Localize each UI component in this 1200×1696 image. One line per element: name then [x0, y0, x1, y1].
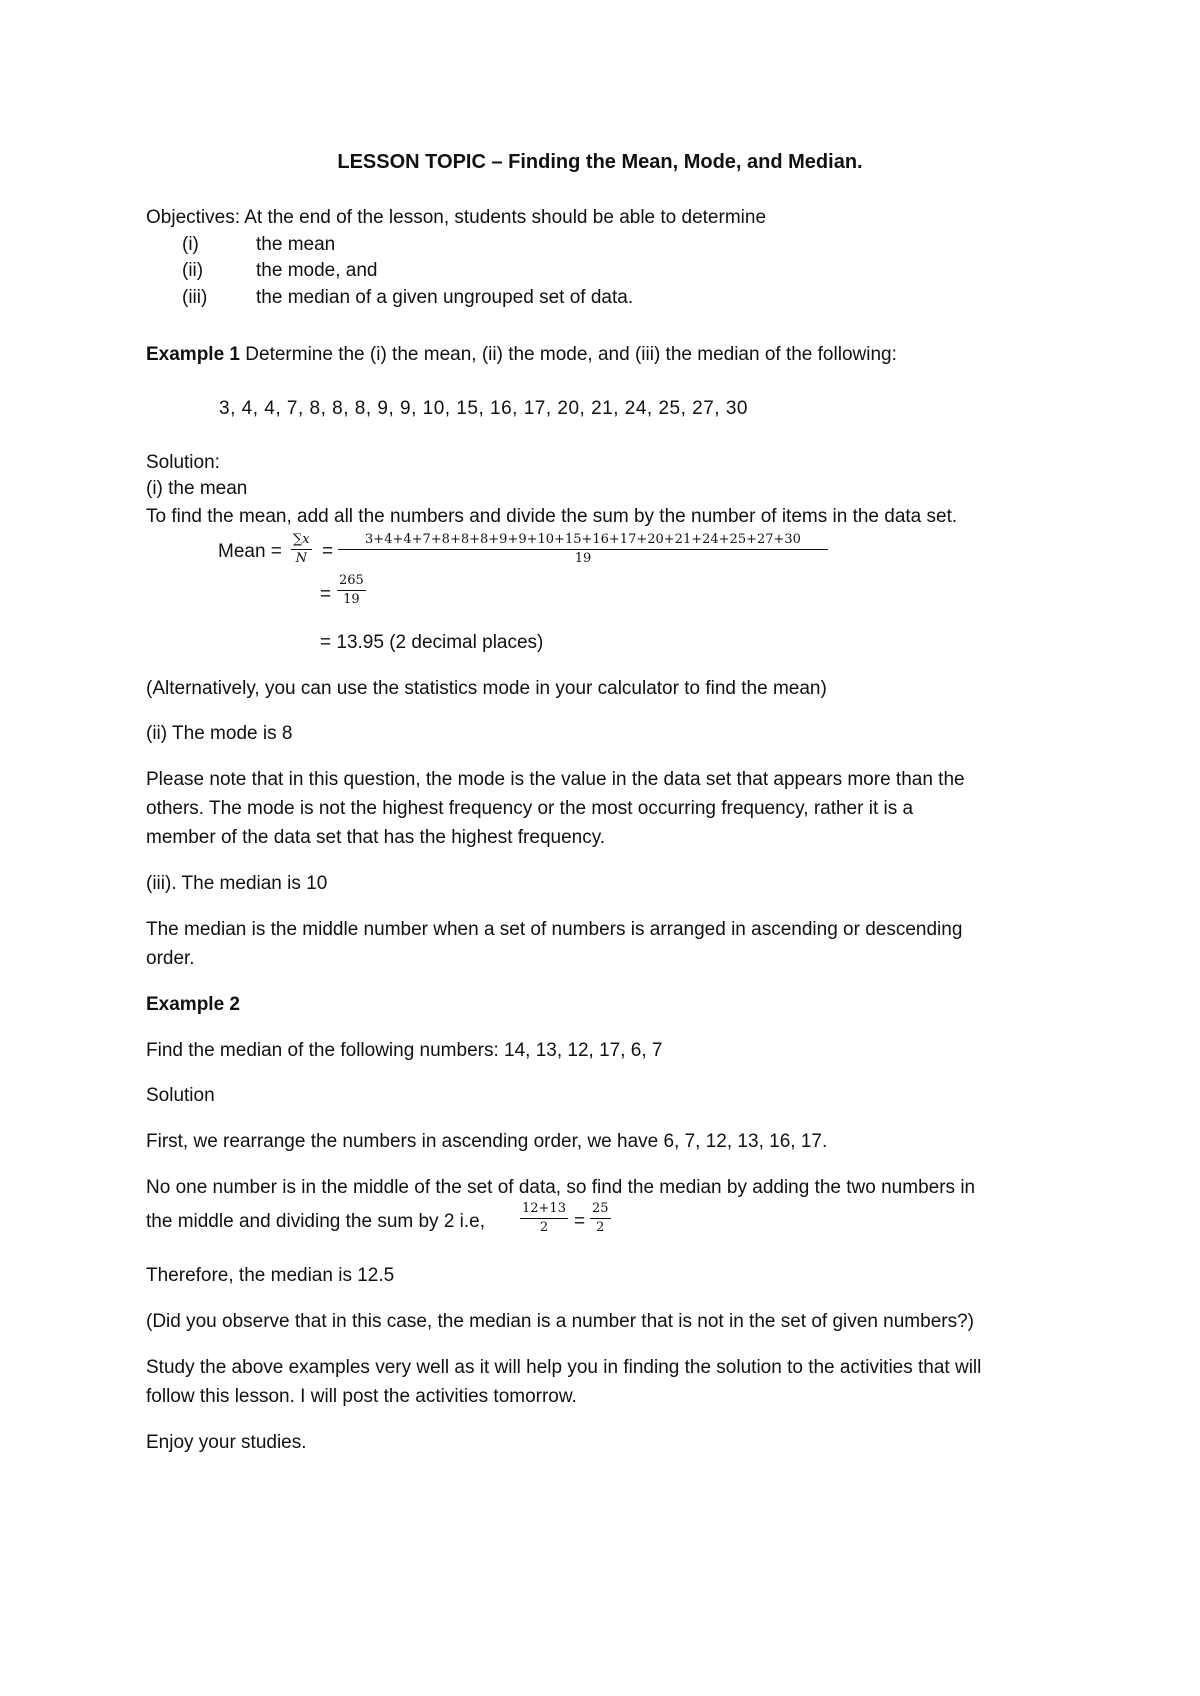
equals-sign: = — [320, 584, 332, 605]
median-note-line: order. — [146, 948, 195, 969]
closing-line: Enjoy your studies. — [146, 1432, 307, 1453]
solution-label: Solution: — [146, 452, 220, 473]
observation-note: (Did you observe that in this case, the median is a number that is not in the set of given numbers?) — [146, 1311, 974, 1332]
mean-explanation: To find the mean, add all the numbers and divide the sum by the number of items in the data set. — [146, 506, 958, 527]
mode-result: (ii) The mode is 8 — [146, 723, 293, 744]
fraction-numerator: 25 — [590, 1201, 611, 1219]
median-explanation-line: the middle and dividing the sum by 2 i.e, — [146, 1211, 486, 1232]
study-note-line: follow this lesson. I will post the activities tomorrow. — [146, 1386, 577, 1407]
sum-x-symbol: ∑𝑥 — [291, 532, 312, 550]
sum-over-two-fraction — [520, 1201, 568, 1236]
sum-expression: 3+4+4+7+8+8+8+9+9+10+15+16+17+20+21+24+25+27+30 — [338, 532, 828, 550]
sum-value-fraction — [337, 573, 366, 608]
count-denominator: 19 — [574, 551, 592, 566]
mode-note-line: Please note that in this question, the mode is the value in the data set that appears more than the — [146, 769, 965, 790]
result-fraction — [590, 1201, 611, 1236]
example1-data-set: 3, 4, 4, 7, 8, 8, 8, 9, 9, 10, 15, 16, 17, 20, 21, 24, 25, 27, 30 — [219, 398, 748, 419]
count-denominator: 19 — [343, 592, 360, 607]
example1-prompt-text: Determine the (i) the mean, (ii) the mode, and (iii) the median of the following: — [240, 344, 897, 365]
calculator-note: (Alternatively, you can use the statistics mode in your calculator to find the mean) — [146, 678, 827, 699]
objective-text: the mode, and — [256, 260, 378, 281]
example1-prompt — [146, 343, 897, 367]
n-symbol: 𝑁 — [295, 551, 307, 566]
study-note-line: Study the above examples very well as it will help you in finding the solution to the activities that will — [146, 1357, 982, 1378]
objectives-intro: Objectives: At the end of the lesson, students should be able to determine — [146, 207, 767, 228]
median-conclusion: Therefore, the median is 12.5 — [146, 1265, 395, 1286]
median-result: (iii). The median is 10 — [146, 873, 328, 894]
rearrange-step: First, we rearrange the numbers in ascending order, we have 6, 7, 12, 13, 16, 17. — [146, 1131, 828, 1152]
objective-number: (ii) — [182, 260, 204, 281]
equals-sign: = — [322, 541, 334, 562]
sum-value: 265 — [337, 573, 366, 591]
example2-solution-label: Solution — [146, 1085, 215, 1106]
mode-note-line: others. The mode is not the highest frequency or the most occurring frequency, rather it is a — [146, 798, 914, 819]
mean-heading: (i) the mean — [146, 478, 248, 499]
sum-expression-fraction — [338, 532, 828, 567]
lesson-title: LESSON TOPIC – Finding the Mean, Mode, and Median. — [337, 151, 863, 173]
median-note-line: The median is the middle number when a set of numbers is arranged in ascending or descending — [146, 919, 963, 940]
objective-text: the mean — [256, 234, 336, 255]
example1-label: Example 1 — [146, 344, 240, 365]
equals-sign: = — [574, 1211, 586, 1232]
mean-result: = 13.95 (2 decimal places) — [320, 632, 544, 653]
sum-over-n-fraction — [291, 532, 312, 567]
median-explanation-line: No one number is in the middle of the set of data, so find the median by adding the two numbers in — [146, 1177, 976, 1198]
objective-number: (i) — [182, 234, 199, 255]
example2-prompt: Find the median of the following numbers: 14, 13, 12, 17, 6, 7 — [146, 1040, 663, 1061]
objective-number: (iii) — [182, 287, 208, 308]
mean-label: Mean = — [218, 541, 282, 562]
example2-label: Example 2 — [146, 994, 240, 1015]
mode-note-line: member of the data set that has the highest frequency. — [146, 827, 606, 848]
fraction-numerator: 12+13 — [520, 1201, 568, 1219]
fraction-denominator: 2 — [539, 1220, 549, 1235]
objective-text: the median of a given ungrouped set of data. — [256, 287, 634, 308]
fraction-denominator: 2 — [596, 1220, 605, 1235]
